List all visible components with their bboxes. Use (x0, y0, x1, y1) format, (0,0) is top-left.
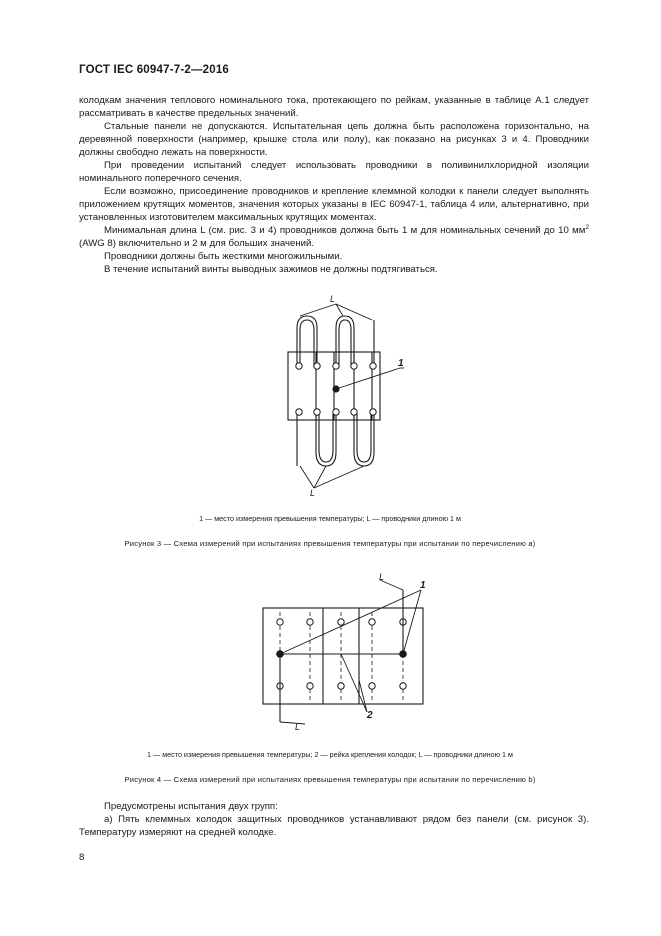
superscript: 2 (585, 223, 589, 231)
paragraph: Предусмотрены испытания двух групп: (104, 801, 278, 812)
paragraph: Проводники должны быть жесткими многожильными. (104, 251, 343, 262)
paragraph: а) Пять клеммных колодок защитных проводников устанавливают рядом без панели (см. рисунок 3). Температуру измеряют на средней колодке. (79, 814, 589, 838)
label-L: L (330, 294, 336, 304)
label-L: L (295, 722, 301, 732)
figure-3-title: Рисунок 3 — Схема измерений при испытаниях превышения температуры при испытании по перечислению а) (124, 539, 536, 548)
paragraph: Если возможно, присоединение проводников и крепление клеммной колодки к панели следует выполнять приложением крутящих моментов, значения которых указаны в IEC 60947-1, таблица 4 или, альтернативно, при установленных изготовителем максимальных крутящих моментах. (79, 186, 589, 223)
figure-4-diagram (255, 570, 455, 735)
label-L: L (379, 572, 385, 582)
label-1: 1 (420, 580, 426, 591)
label-1: 1 (398, 358, 404, 369)
label-2: 2 (367, 710, 373, 721)
paragraph: Стальные панели не допускаются. Испытательная цепь должна быть расположена горизонтально, на деревянной поверхности (например, крышке стола или полу), как показано на рисунках 3 и 4. Проводники должны свободно лежать на поверхности. (79, 121, 589, 158)
label-L: L (310, 488, 316, 498)
bottom-text (79, 800, 589, 839)
figure-4-legend: 1 — место измерения превышения температуры; 2 — рейка крепления колодок; L — проводники длиною 1 м (147, 750, 513, 759)
body-text (79, 94, 589, 276)
figure-4-title: Рисунок 4 — Схема измерений при испытаниях превышения температуры при испытании по перечислению b) (124, 775, 536, 784)
paragraph: В течение испытаний винты выводных зажимов не должны подтягиваться. (104, 264, 438, 275)
text-span: Минимальная длина L (см. рис. 3 и 4) проводников должна быть 1 м для номинальных сечений до 10 мм (104, 225, 586, 236)
paragraph: При проведении испытаний следует использовать проводники в поливинилхлоридной изоляции номинального поперечного сечения. (79, 160, 589, 184)
figure-3-diagram (270, 290, 430, 500)
paragraph: колодкам значения теплового номинального тока, протекающего по рейкам, указанные в таблице А.1 следует рассматривать в качестве предельных значений. (79, 95, 589, 119)
document-header: ГОСТ IEC 60947-7-2—2016 (79, 64, 230, 76)
page-number: 8 (79, 852, 85, 863)
paragraph-min-length (79, 224, 589, 250)
text-span: (AWG 8) включительно и 2 м для больших значений. (79, 238, 315, 249)
figure-3-legend: 1 — место измерения превышения температуры; L — проводники длиною 1 м (199, 514, 461, 523)
